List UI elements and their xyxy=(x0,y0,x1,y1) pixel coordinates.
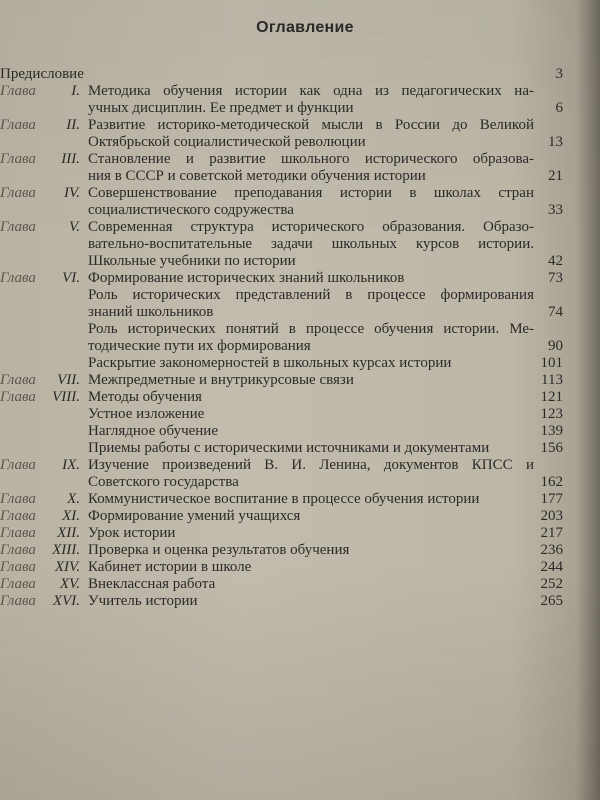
entry-title-line-with-leader xyxy=(88,423,534,439)
toc-line xyxy=(0,253,600,269)
entry-title-line-with-leader xyxy=(88,270,534,286)
entry-title-text: знаний школьников xyxy=(88,304,214,320)
page-number: 252 xyxy=(540,576,563,592)
toc-line xyxy=(0,559,600,575)
chapter-number: XVI. xyxy=(52,593,80,609)
toc-line xyxy=(0,202,600,218)
entry-title-text: Совершенствование преподавания истории в школах стран xyxy=(88,185,534,201)
chapter-number: XII. xyxy=(57,525,80,541)
chapter-word: Глава xyxy=(0,389,36,405)
dot-leader xyxy=(493,440,530,456)
entry-title-line xyxy=(88,236,534,252)
dot-leader xyxy=(208,406,530,422)
toc-line xyxy=(0,236,600,252)
entry-title-text: Формирование умений учащихся xyxy=(88,508,301,524)
dot-leader xyxy=(304,508,530,524)
entry-title-line xyxy=(88,321,534,337)
entry-title-line-with-leader xyxy=(88,406,534,422)
entry-title-text: Учитель истории xyxy=(88,593,198,609)
entry-title-line xyxy=(88,83,534,99)
entry-title-text: социалистического содружества xyxy=(88,202,294,218)
chapter-number: VII. xyxy=(57,372,80,388)
toc-line xyxy=(0,168,600,184)
chapter-word: Глава xyxy=(0,593,36,609)
entry-title-line-with-leader xyxy=(88,338,534,354)
entry-title-line-with-leader xyxy=(88,134,534,150)
chapter-number: V. xyxy=(69,219,80,235)
toc-line xyxy=(0,457,600,473)
toc-line xyxy=(0,423,600,439)
entry-title-line xyxy=(88,117,534,133)
page-number: 123 xyxy=(540,406,563,422)
toc-line xyxy=(0,525,600,541)
entry-title-text: Роль исторических понятий в процессе обучения истории. Ме- xyxy=(88,321,534,337)
entry-title-line xyxy=(88,457,534,473)
toc-line xyxy=(0,474,600,490)
entry-title-text: Методы обучения xyxy=(88,389,202,405)
chapter-number: XV. xyxy=(59,576,80,592)
dot-leader xyxy=(219,576,530,592)
entry-title-text: Кабинет истории в школе xyxy=(88,559,252,575)
chapter-word: Глава xyxy=(0,270,36,286)
page-number: 42 xyxy=(548,253,563,269)
chapter-word: Глава xyxy=(0,559,36,575)
page-number: 265 xyxy=(540,593,563,609)
toc-line xyxy=(0,542,600,558)
entry-title-text: Межпредметные и внутрикурсовые связи xyxy=(88,372,354,388)
page-number: 74 xyxy=(548,304,563,320)
entry-title-line-with-leader xyxy=(88,253,534,269)
chapter-word: Глава xyxy=(0,457,36,473)
toc-line xyxy=(0,185,600,201)
entry-title-text: Изучение произведений В. И. Ленина, документов КПСС и xyxy=(88,457,534,473)
entry-title-line-with-leader xyxy=(88,491,534,507)
toc-line xyxy=(0,219,600,235)
entry-title-line xyxy=(88,185,534,201)
toc-line xyxy=(0,304,600,320)
entry-title-line xyxy=(88,219,534,235)
chapter-number: XI. xyxy=(62,508,80,524)
chapter-number: XIII. xyxy=(52,542,80,558)
entry-title-line-with-leader xyxy=(88,508,534,524)
entry-title-text: Советского государства xyxy=(88,474,239,490)
entry-title-text: вательно-воспитательные задачи школьных курсов истории. xyxy=(88,236,534,252)
dot-leader xyxy=(455,355,530,371)
page-number: 244 xyxy=(540,559,563,575)
toc-line xyxy=(0,491,600,507)
toc-line xyxy=(0,151,600,167)
toc-line xyxy=(0,134,600,150)
chapter-word: Глава xyxy=(0,117,36,133)
entry-title-text: Внеклассная работа xyxy=(88,576,216,592)
chapter-number: X. xyxy=(67,491,80,507)
entry-title-line-with-leader xyxy=(88,525,534,541)
toc-line xyxy=(0,372,600,388)
entry-title-line-with-leader xyxy=(88,100,534,116)
page-number: 101 xyxy=(540,355,563,371)
chapter-number: IX. xyxy=(62,457,80,473)
chapter-word: Глава xyxy=(0,83,36,99)
dot-leader xyxy=(358,100,530,116)
page-number: 73 xyxy=(548,270,563,286)
toc-line xyxy=(0,508,600,524)
dot-leader xyxy=(179,525,530,541)
toc-line xyxy=(0,440,600,456)
toc-line xyxy=(0,576,600,592)
toc-line xyxy=(0,83,600,99)
page-number: 177 xyxy=(540,491,563,507)
page-title: Оглавление xyxy=(256,19,354,36)
entry-title-line-with-leader xyxy=(88,372,534,388)
page-number: 113 xyxy=(541,372,563,388)
page-number: 156 xyxy=(540,440,563,456)
toc-line xyxy=(0,355,600,371)
chapter-number: XIV. xyxy=(54,559,80,575)
entry-title-text: Проверка и оценка результатов обучения xyxy=(88,542,350,558)
entry-title-line-with-leader xyxy=(88,542,534,558)
page-number: 13 xyxy=(548,134,563,150)
toc-line xyxy=(0,406,600,422)
page-number: 21 xyxy=(548,168,563,184)
chapter-number: I. xyxy=(71,83,80,99)
chapter-number: VIII. xyxy=(52,389,80,405)
entry-title-text: Устное изложение xyxy=(88,406,205,422)
entry-title-text: Развитие историко-методической мысли в России до Великой xyxy=(88,117,534,133)
page-number: 6 xyxy=(555,100,563,116)
page-number: 139 xyxy=(540,423,563,439)
chapter-word: Глава xyxy=(0,508,36,524)
dot-leader xyxy=(88,66,530,82)
entry-title-line-with-leader xyxy=(88,168,534,184)
chapter-word: Глава xyxy=(0,185,36,201)
entry-title-text: Предисловие xyxy=(0,66,84,82)
dot-leader xyxy=(255,559,530,575)
page-number: 217 xyxy=(540,525,563,541)
dot-leader xyxy=(298,202,530,218)
chapter-word: Глава xyxy=(0,151,36,167)
dot-leader xyxy=(206,389,530,405)
toc-line xyxy=(0,117,600,133)
entry-title-text: Наглядное обучение xyxy=(88,423,218,439)
dot-leader xyxy=(430,168,530,184)
entry-title-line-with-leader xyxy=(88,304,534,320)
toc-line xyxy=(0,338,600,354)
entry-title-text: Современная структура исторического образования. Образо- xyxy=(88,219,534,235)
chapter-number: IV. xyxy=(64,185,80,201)
dot-leader xyxy=(202,593,530,609)
dot-leader xyxy=(358,372,530,388)
entry-title-line-with-leader xyxy=(88,355,534,371)
entry-title-line-with-leader xyxy=(88,559,534,575)
entry-title-text: тодические пути их формирования xyxy=(88,338,311,354)
toc-line xyxy=(0,287,600,303)
dot-leader xyxy=(222,423,530,439)
chapter-word: Глава xyxy=(0,542,36,558)
entry-title-text: Формирование исторических знаний школьников xyxy=(88,270,405,286)
entry-title-text: Становление и развитие школьного исторического образова- xyxy=(88,151,534,167)
dot-leader xyxy=(243,474,530,490)
page-number: 162 xyxy=(540,474,563,490)
entry-title-text: Приемы работы с историческими источниками и документами xyxy=(88,440,490,456)
entry-title-text: Коммунистическое воспитание в процессе обучения истории xyxy=(88,491,480,507)
entry-title-line-with-leader xyxy=(88,576,534,592)
chapter-word: Глава xyxy=(0,525,36,541)
chapter-number: VI. xyxy=(62,270,80,286)
entry-title-line xyxy=(88,151,534,167)
entry-title-line-with-leader xyxy=(0,66,534,82)
chapter-word: Глава xyxy=(0,372,36,388)
dot-leader xyxy=(408,270,530,286)
chapter-number: II. xyxy=(66,117,80,133)
dot-leader xyxy=(370,134,530,150)
dot-leader xyxy=(217,304,530,320)
toc-line xyxy=(0,100,600,116)
entry-title-text: Урок истории xyxy=(88,525,176,541)
toc-line xyxy=(0,593,600,609)
dot-leader xyxy=(483,491,530,507)
entry-title-text: Раскрытие закономерностей в школьных курсах истории xyxy=(88,355,452,371)
toc-line xyxy=(0,270,600,286)
chapter-number: III. xyxy=(61,151,80,167)
entry-title-text: Методика обучения истории как одна из педагогических на- xyxy=(88,83,534,99)
entry-title-line-with-leader xyxy=(88,202,534,218)
page-number: 3 xyxy=(555,66,563,82)
toc-line xyxy=(0,66,600,82)
entry-title-line xyxy=(88,287,534,303)
page-number: 121 xyxy=(540,389,563,405)
chapter-word: Глава xyxy=(0,491,36,507)
dot-leader xyxy=(300,253,530,269)
entry-title-text: Школьные учебники по истории xyxy=(88,253,296,269)
page-number: 90 xyxy=(548,338,563,354)
page-number: 33 xyxy=(548,202,563,218)
dot-leader xyxy=(315,338,530,354)
page-number: 236 xyxy=(540,542,563,558)
entry-title-text: Октябрьской социалистической революции xyxy=(88,134,366,150)
chapter-word: Глава xyxy=(0,219,36,235)
toc-line xyxy=(0,321,600,337)
entry-title-line-with-leader xyxy=(88,440,534,456)
entry-title-line-with-leader xyxy=(88,474,534,490)
toc-line xyxy=(0,389,600,405)
entry-title-line-with-leader xyxy=(88,593,534,609)
dot-leader xyxy=(353,542,530,558)
entry-title-text: Роль исторических представлений в процессе формирования xyxy=(88,287,534,303)
entry-title-line-with-leader xyxy=(88,389,534,405)
chapter-word: Глава xyxy=(0,576,36,592)
entry-title-text: учных дисциплин. Ее предмет и функции xyxy=(88,100,354,116)
entry-title-text: ния в СССР и советской методики обучения истории xyxy=(88,168,426,184)
page-number: 203 xyxy=(540,508,563,524)
